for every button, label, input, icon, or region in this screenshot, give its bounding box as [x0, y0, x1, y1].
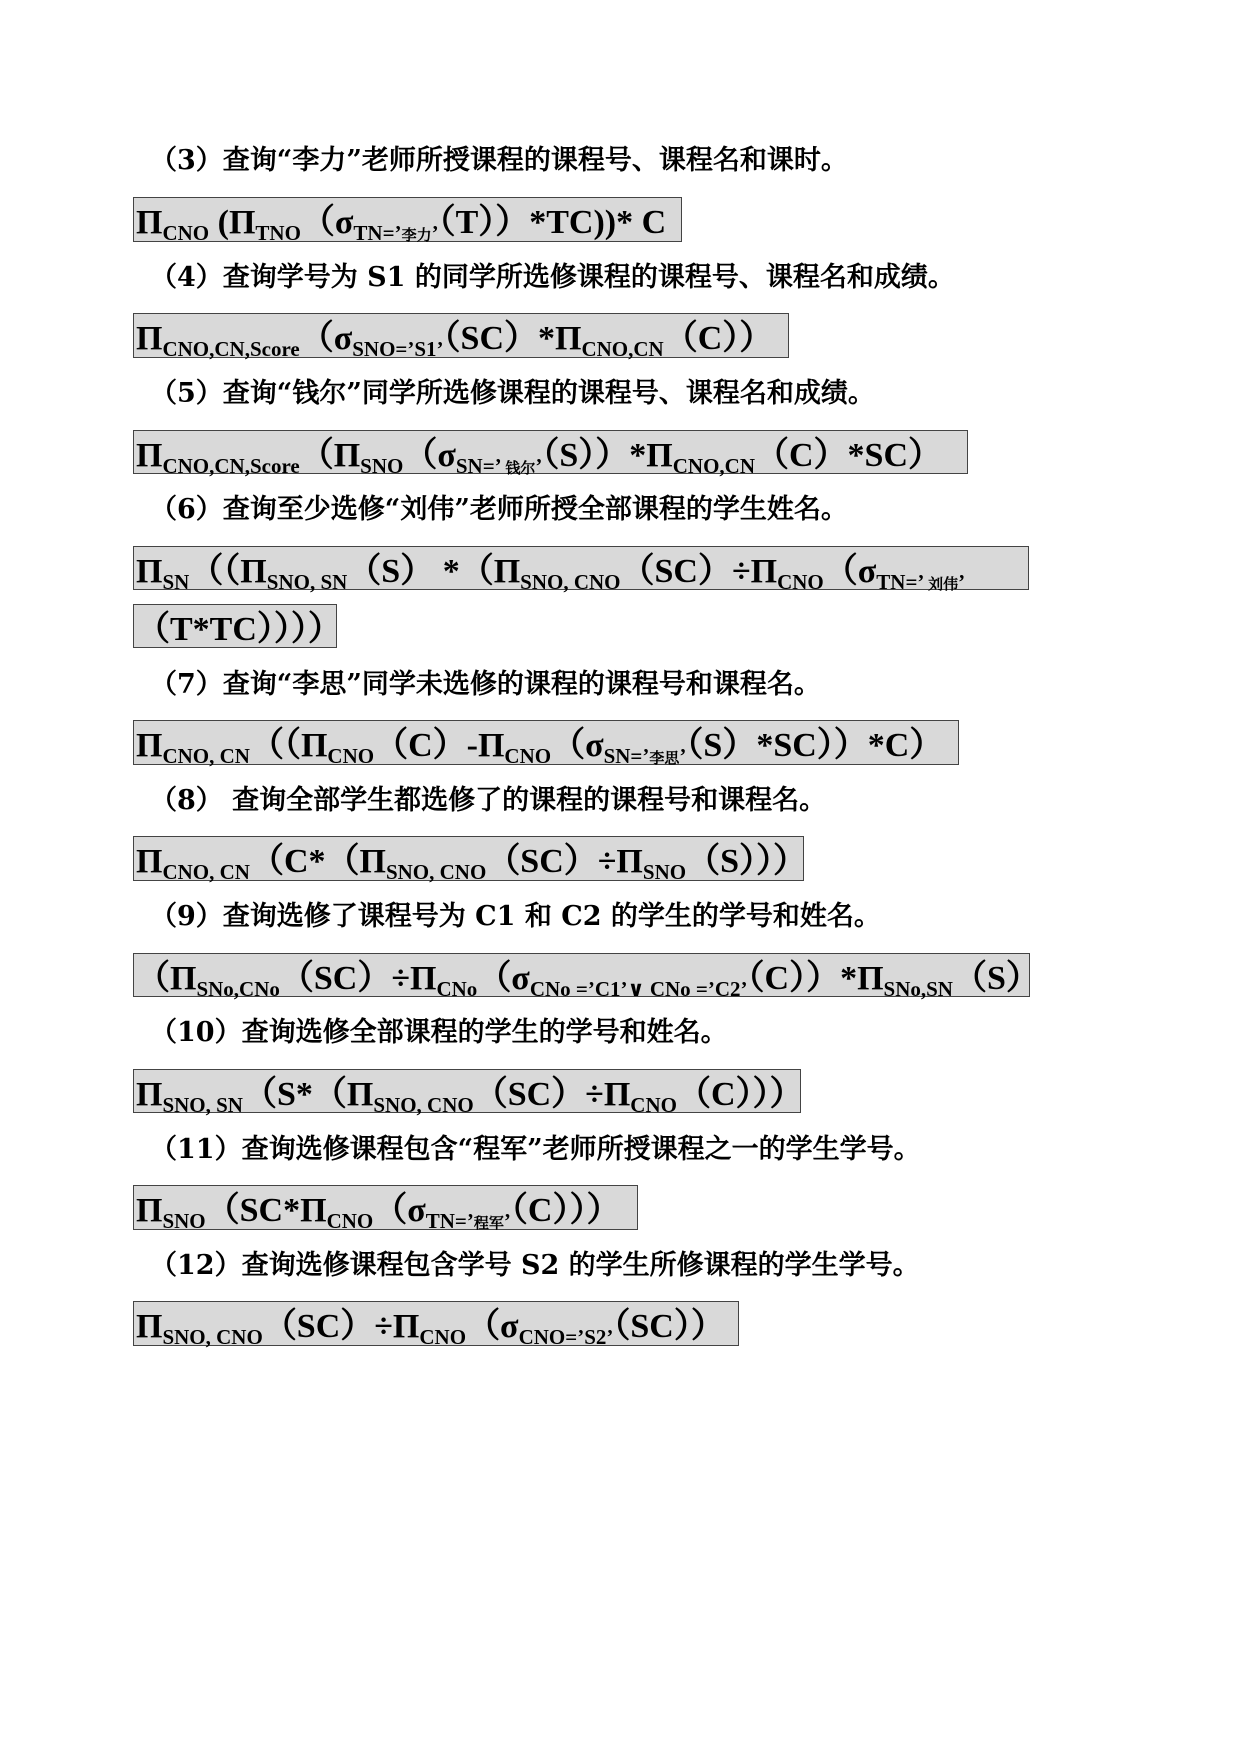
formula-10: $\Pi_{SNO, SN}(S*(\Pi_{SNO, CNO}(SC)\div\Pi_{CNO}(C)))$	[133, 1069, 801, 1113]
formula-9: （$\Pi_{SNo,CNo}(SC)\div\Pi_{CNo}(\sigma_{CNo =’C1’\vee CNo =’C2’}(C))*\Pi_{SNo,SN}(S)$	[133, 953, 1030, 997]
question-8: （8） 查询全部学生都选修了的课程的课程号和课程名。	[150, 785, 827, 816]
question-3: （3）查询“李力”老师所授课程的课程号、课程名和课时。	[150, 145, 848, 176]
formula-11: $\Pi_{SNO}(SC*\Pi_{CNO}(\sigma_{TN=’程军’}(C)))$	[133, 1185, 638, 1230]
formula-3: $\Pi_{CNO}$ $(\Pi_{TNO}(\sigma_{TN=’李力’}(T))*TC))*$ C	[133, 197, 682, 242]
question-12: （12）查询选修课程包含学号 S2 的学生所修课程的学生学号。	[150, 1250, 920, 1281]
question-6: （6）查询至少选修“刘伟”老师所授全部课程的学生姓名。	[150, 494, 848, 525]
formula-4: $\Pi_{CNO,CN,Score}(\sigma_{SNO=’S1’}(SC)*\Pi_{CNO,CN}(C))$	[133, 313, 789, 358]
question-10: （10）查询选修全部课程的学生的学号和姓名。	[150, 1017, 728, 1048]
question-9: （9）查询选修了课程号为 C1 和 C2 的学生的学号和姓名。	[150, 901, 881, 932]
question-11: （11）查询选修课程包含“程军”老师所授课程之一的学生学号。	[150, 1134, 921, 1165]
formula-7: $\Pi_{CNO, CN}((\Pi_{CNO}(C)-\Pi_{CNO}(\sigma_{SN=’李思’}(S)*SC))*C)$	[133, 720, 959, 765]
formula-6-line1: $\Pi_{SN}((\Pi_{SNO, SN}(S)$ $*(\Pi_{SNO, CNO}(SC)\div\Pi_{CNO}(\sigma_{TN=’ 刘伟’}$	[133, 546, 1029, 590]
question-5: （5）查询“钱尔”同学所选修课程的课程号、课程名和成绩。	[150, 378, 875, 409]
formula-5: $\Pi_{CNO,CN,Score}(\Pi_{SNO}(\sigma_{SN=’ 钱尔’}(S))*\Pi_{CNO,CN}(C)*SC)$	[133, 430, 968, 474]
formula-12: $\Pi_{SNO, CNO}(SC)\div\Pi_{CNO}(\sigma_{CNO=’S2’}(SC))$	[133, 1301, 739, 1346]
formula-6-line2: （T*TC））））	[133, 604, 337, 648]
question-7: （7）查询“李思”同学未选修的课程的课程号和课程名。	[150, 669, 821, 700]
formula-8: $\Pi_{CNO, CN}(C*(\Pi_{SNO, CNO}(SC)\div\Pi_{SNO}(S)))$	[133, 836, 804, 881]
question-4: （4）查询学号为 S1 的同学所选修课程的课程号、课程名和成绩。	[150, 262, 955, 293]
